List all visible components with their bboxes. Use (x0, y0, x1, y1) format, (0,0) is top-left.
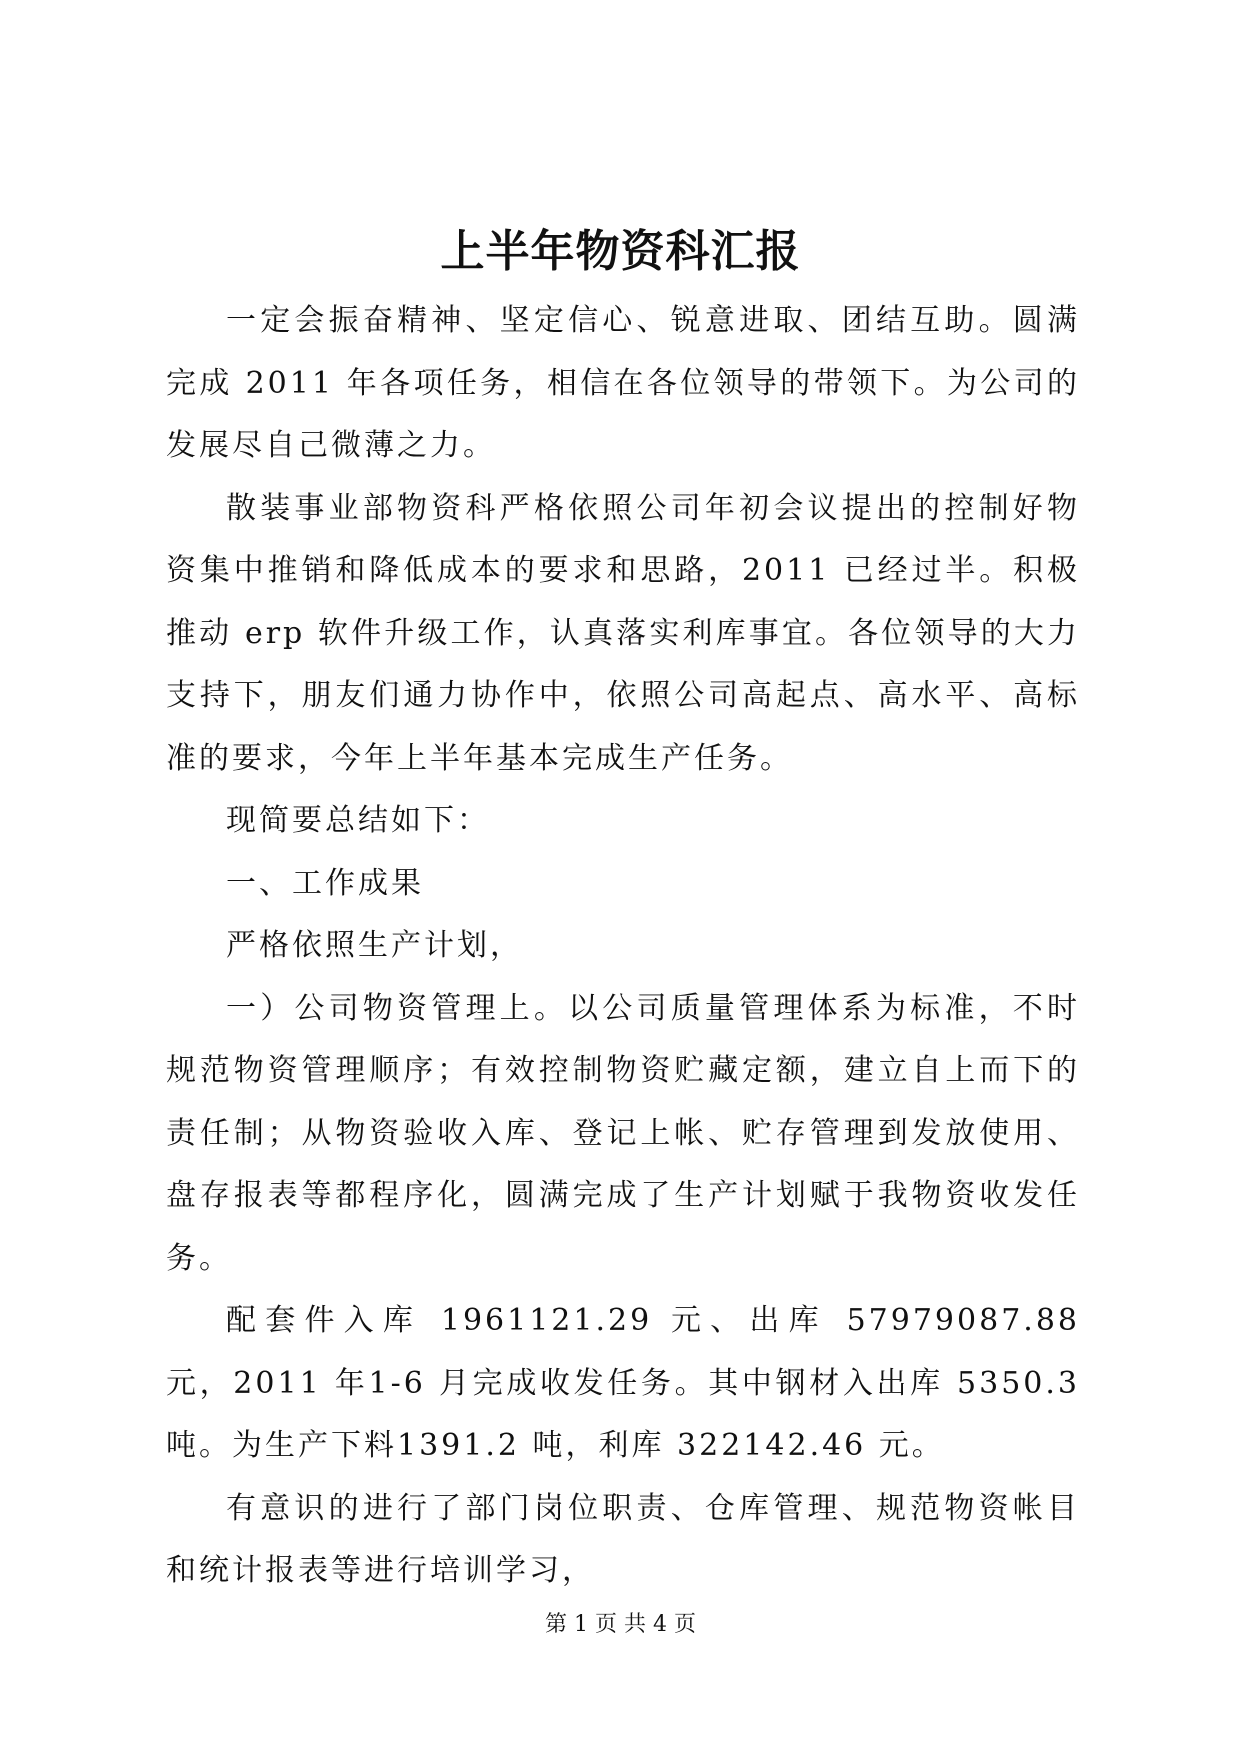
paragraph: 现简要总结如下： (226, 803, 490, 838)
page-footer: 第 1 页 共 4 页 (545, 1612, 696, 1637)
section-heading: 一、工作成果 (226, 865, 424, 901)
paragraph: 配套件入库 1961121.29 元、出库 57979087.88 元，2011 年1-6 月完成收发任务。其中钢材入出库 5350.3 吨。为生产下料1391.2 吨，利库 322142.46 元。 (166, 1303, 1080, 1463)
paragraph: 有意识的进行了部门岗位职责、仓库管理、规范物资帐目和统计报表等进行培训学习， (166, 1490, 1080, 1588)
paragraph: 严格依照生产计划， (226, 928, 523, 963)
paragraph: 一定会振奋精神、坚定信心、锐意进取、团结互助。圆满完成 2011 年各项任务，相信在各位领导的带领下。为公司的发展尽自己微薄之力。 (166, 303, 1080, 463)
document-body (166, 290, 1080, 1603)
document-title: 上半年物资科汇报 (440, 226, 801, 277)
paragraph: 一）公司物资管理上。以公司质量管理体系为标准，不时规范物资管理顺序；有效控制物资贮藏定额，建立自上而下的责任制；从物资验收入库、登记上帐、贮存管理到发放使用、盘存报表等都程序化，圆满完成了生产计划赋于我物资收发任务。 (166, 990, 1080, 1276)
paragraph: 散装事业部物资科严格依照公司年初会议提出的控制好物资集中推销和降低成本的要求和思路，2011 已经过半。积极推动 erp 软件升级工作，认真落实利库事宜。各位领导的大力支持下，朋友们通力协作中，依照公司高起点、高水平、高标准的要求，今年上半年基本完成生产任务。 (166, 490, 1080, 776)
